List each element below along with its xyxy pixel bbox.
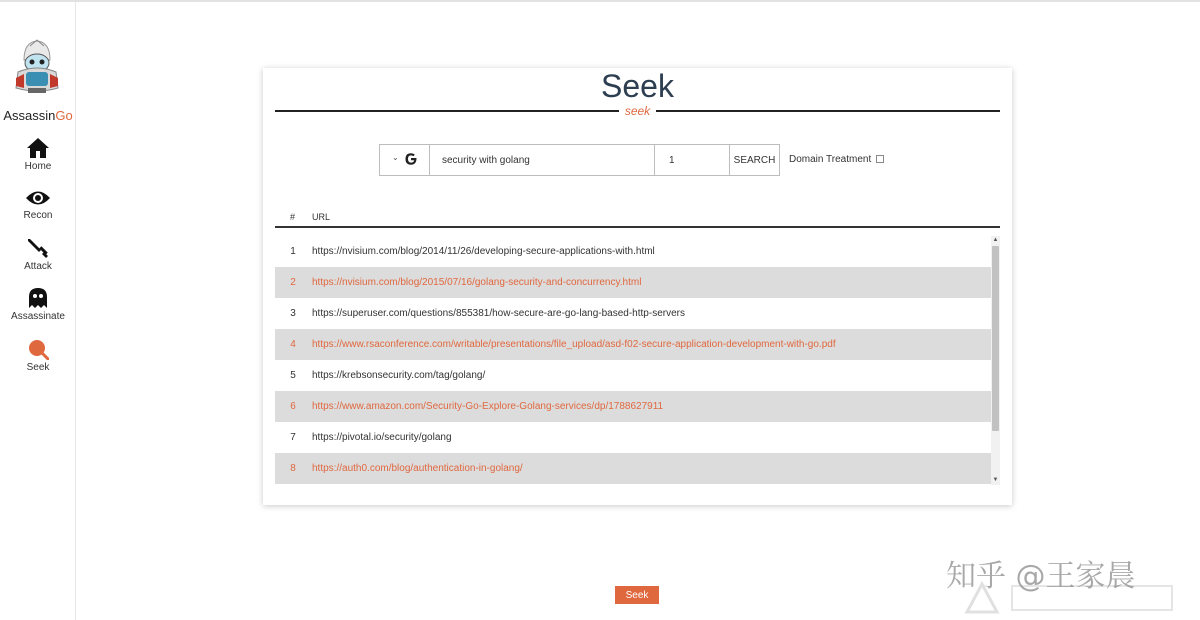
home-icon [26,137,50,159]
sidebar-item-label: Home [24,161,52,172]
result-link[interactable]: https://superuser.com/questions/855381/how-secure-are-go-lang-based-http-servers [312,308,685,319]
scroll-down-arrow-icon[interactable]: ▼ [992,477,999,483]
brand-prefix: Assassin [3,108,56,123]
sidebar-item-recon[interactable] [0,188,76,234]
watermark: 知乎 @王家晨 [946,559,1136,594]
page-title: Seek [601,68,674,104]
scroll-up-arrow-icon[interactable]: ▲ [992,237,999,243]
results-scrollbar[interactable] [991,236,1000,485]
result-link[interactable]: https://nvisium.com/blog/2015/07/16/golang-security-and-concurrency.html [312,277,642,288]
pages-input[interactable] [655,145,730,175]
sidebar-item-attack[interactable] [0,237,76,283]
row-number: 7 [290,432,296,443]
search-icon [27,338,49,360]
result-link[interactable]: https://www.amazon.com/Security-Go-Explore-Golang-services/dp/1788627911 [312,401,664,412]
brand-suffix: Go [55,108,73,123]
result-link[interactable]: https://auth0.com/blog/authentication-in-golang/ [312,463,523,474]
sidebar-item-seek[interactable] [0,338,76,384]
sidebar-item-label: Attack [24,261,52,272]
table-row [275,422,991,453]
brand-name [0,108,76,123]
row-number: 5 [290,370,296,381]
table-row [275,236,991,267]
result-link[interactable]: https://pivotal.io/security/golang [312,432,452,443]
sidebar-item-home[interactable] [0,137,76,183]
table-row [275,453,991,484]
watermark-logo [962,576,1182,616]
page-subtitle: seek [624,104,651,118]
scrollbar-thumb[interactable] [992,246,999,431]
sidebar-item-label: Seek [26,362,50,373]
table-row [275,391,991,422]
row-number: 4 [290,339,296,350]
search-button[interactable]: SEARCH [730,145,779,175]
search-bar [379,144,780,176]
row-number: 8 [290,463,296,474]
eye-icon [25,188,51,208]
sidebar-item-assassinate[interactable] [0,287,76,333]
sidebar-item-label: Assassinate [11,311,65,322]
row-number: 2 [290,277,296,288]
sidebar [0,2,76,620]
result-link[interactable]: https://nvisium.com/blog/2014/11/26/developing-secure-applications-with.html [312,246,655,257]
sidebar-item-label: Recon [23,210,53,221]
sword-icon [27,237,49,259]
ghost-icon [27,287,49,309]
column-header-number: # [290,212,296,222]
results-table-header [275,210,1000,228]
top-border [0,0,1200,2]
row-number: 1 [290,246,296,257]
google-icon [404,152,418,166]
table-row [275,267,991,298]
chevron-down-icon: ⌄ [392,153,399,162]
result-link[interactable]: https://www.rsaconference.com/writable/presentations/file_upload/asd-f02-secure-application-development-with-go.pdf [312,339,836,350]
results-table-body [275,236,991,485]
engine-selector[interactable] [380,145,430,175]
column-header-url: URL [312,212,331,222]
table-row [275,329,991,360]
row-number: 6 [290,401,296,412]
search-input[interactable] [430,145,655,175]
assassin-logo [10,38,64,96]
row-number: 3 [290,308,296,319]
domain-treatment-label: Domain Treatment [789,154,872,165]
seek-button[interactable]: Seek [615,586,659,604]
table-row [275,298,991,329]
result-link[interactable]: https://krebsonsecurity.com/tag/golang/ [312,370,486,381]
seek-card [263,68,1012,505]
domain-treatment-checkbox[interactable] [876,155,884,163]
table-row [275,360,991,391]
